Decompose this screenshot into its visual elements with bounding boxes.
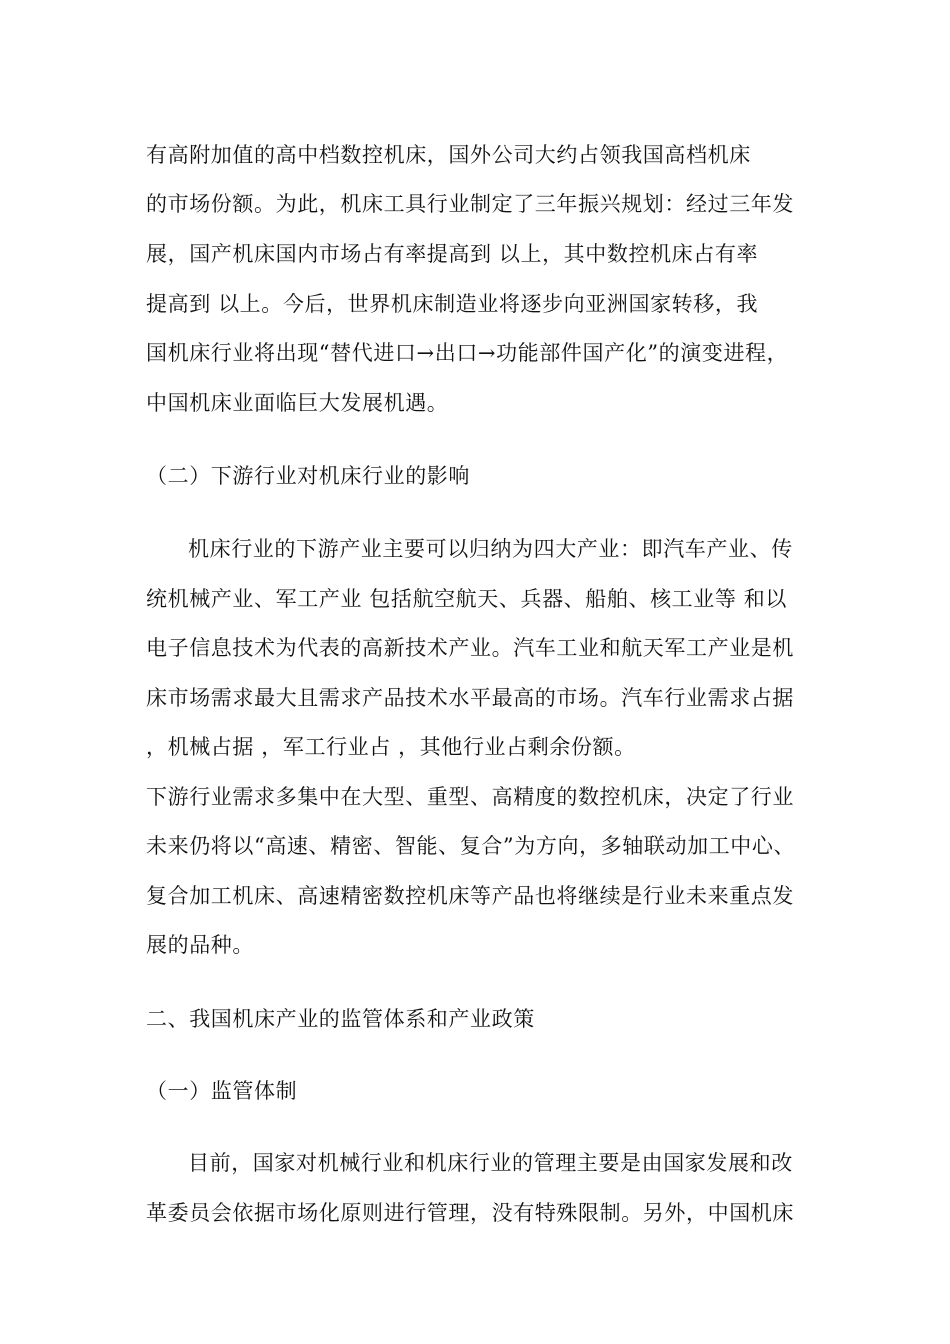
paragraph-line: 中国机床业面临巨大发展机遇。 [146,391,449,415]
paragraph-line: 复合加工机床、高速精密数控机床等产品也将继续是行业未来重点发 [146,884,794,908]
section-heading: 二、我国机床产业的监管体系和产业政策 [146,1007,535,1031]
paragraph-line: ，机械占据 ，军工行业占 ，其他行业占剩余份额。 [146,735,636,759]
paragraph-line: 目前，国家对机械行业和机床行业的管理主要是由国家发展和改 [188,1151,793,1175]
section-heading: （二）下游行业对机床行业的影响 [146,464,470,488]
paragraph-line: 有高附加值的高中档数控机床，国外公司大约占领我国高档机床 [146,143,751,167]
paragraph-line: 国机床行业将出现“替代进口→出口→功能部件国产化”的演变进程， [146,341,789,365]
paragraph-line: 的市场份额。为此，机床工具行业制定了三年振兴规划：经过三年发 [146,192,794,216]
paragraph-line: 未来仍将以“高速、精密、智能、复合”为方向，多轴联动加工中心、 [146,834,796,858]
paragraph-line: 机床行业的下游产业主要可以归纳为四大产业：即汽车产业、传 [188,537,793,561]
paragraph-line: 展，国产机床国内市场占有率提高到 以上，其中数控机床占有率 [146,242,759,266]
subsection-heading: （一）监管体制 [146,1079,298,1103]
paragraph-line: 电子信息技术为代表的高新技术产业。汽车工业和航天军工产业是机 [146,636,794,660]
paragraph-line: 床市场需求最大且需求产品技术水平最高的市场。汽车行业需求占据 [146,686,794,710]
paragraph-line: 展的品种。 [146,933,254,957]
paragraph-line: 下游行业需求多集中在大型、重型、高精度的数控机床，决定了行业 [146,785,794,809]
paragraph-line: 统机械产业、军工产业 包括航空航天、兵器、船舶、核工业等 和以 [146,587,787,611]
paragraph-line: 提高到 以上。今后，世界机床制造业将逐步向亚洲国家转移，我 [146,292,759,316]
paragraph-line: 革委员会依据市场化原则进行管理，没有特殊限制。另外，中国机床 [146,1201,794,1225]
